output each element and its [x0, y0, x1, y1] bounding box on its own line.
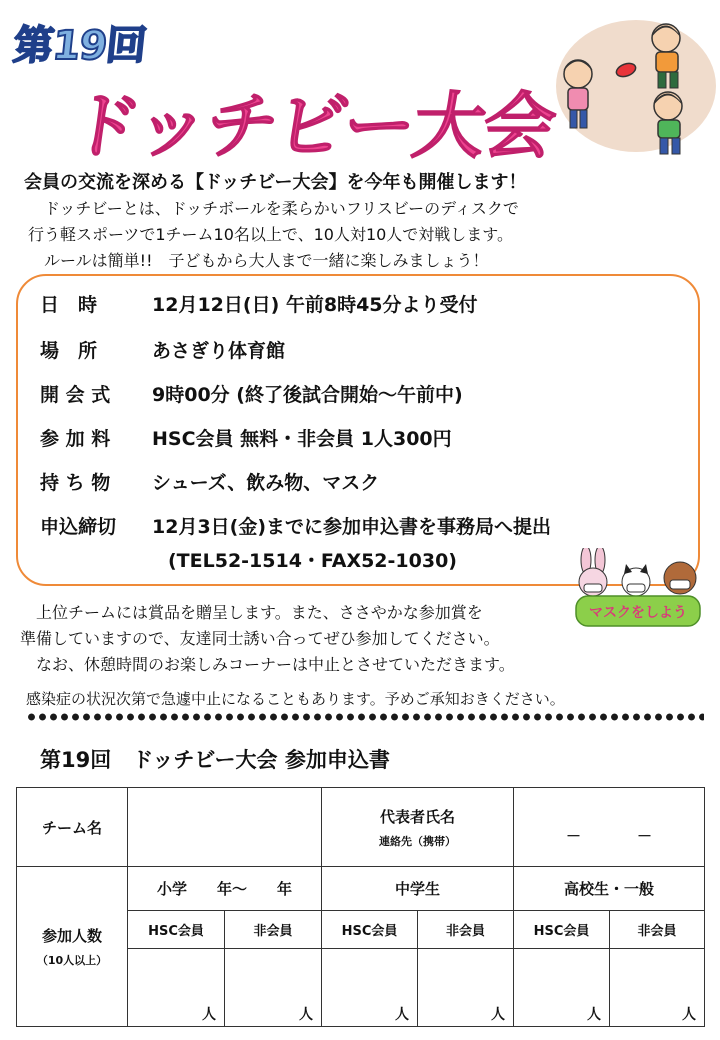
event-title: ドッチビー大会 [63, 84, 560, 168]
info-deadline-value: 12月3日(金)までに参加申込書を事務局へ提出 [152, 516, 552, 538]
general-nonmember-count-field[interactable] [610, 949, 705, 1027]
team-name-field[interactable] [128, 788, 322, 867]
form-title: 第19回 ドッチビー大会 参加申込書 [40, 748, 390, 772]
lead-text: 会員の交流を深める【ドッチビー大会】を今年も開催します！ [24, 172, 527, 193]
mask-sign-text: マスクをしよう [589, 605, 687, 621]
participant-count-label-cell [17, 867, 128, 1027]
team-name-label: チーム名 [17, 788, 128, 867]
info-place-label: 場 所 [40, 340, 98, 362]
contact-phone-label: 連絡先（携帯） [379, 834, 456, 848]
mask-animals-illustration [572, 548, 704, 630]
info-date-value: 12月12日(日) 午前8時45分より受付 [152, 294, 478, 316]
unit-label: 人 [395, 1007, 409, 1023]
general-nonmember-header: 非会員 [610, 911, 705, 949]
kids-playing-illustration [548, 8, 716, 158]
note-line-1: 上位チームには賞品を贈呈します。また、ささやかな参加賞を [20, 603, 483, 622]
info-place [40, 336, 285, 363]
junior-high-member-header: HSC会員 [322, 911, 418, 949]
info-date-label: 日 時 [40, 294, 98, 316]
contact-numbers: (TEL52-1514・FAX52-1030) [168, 550, 457, 572]
representative-label: 代表者氏名 [379, 807, 455, 826]
representative-field[interactable] [514, 788, 705, 867]
intro-line-3: ルールは簡単!! 子どもから大人まで一緒に楽しみましょう！ [28, 251, 489, 270]
junior-high-nonmember-count-field[interactable] [418, 949, 514, 1027]
elementary-member-count-field[interactable] [128, 949, 225, 1027]
info-fee-value: HSC会員 無料・非会員 1人300円 [152, 428, 452, 450]
info-place-value: あさぎり体育館 [152, 340, 286, 362]
info-bring-label: 持 ち 物 [40, 472, 111, 494]
info-bring-value: シューズ、飲み物、マスク [152, 472, 380, 494]
participant-minimum-label: （10人以上） [36, 954, 108, 967]
unit-label: 人 [299, 1007, 313, 1023]
note-line-2: 準備していますので、友達同士誘い合ってぜひ参加してください。 [20, 629, 500, 648]
junior-high-member-count-field[interactable] [322, 949, 418, 1027]
info-fee-label: 参 加 料 [40, 428, 111, 450]
elementary-nonmember-count-field[interactable] [225, 949, 322, 1027]
intro-line-1: ドッチビーとは、ドッチボールを柔らかいフリスビーのディスクで [28, 199, 519, 218]
group-junior-high-header: 中学生 [322, 867, 514, 911]
elementary-member-header: HSC会員 [128, 911, 225, 949]
note-line-3: なお、休憩時間のお楽しみコーナーは中止とさせていただきます。 [20, 655, 515, 674]
info-opening [40, 380, 463, 407]
phone-dash-1: － [565, 826, 581, 845]
info-date [40, 290, 478, 317]
info-opening-value: 9時00分 (終了後試合開始～午前中) [152, 384, 463, 406]
phone-dash-2: － [637, 826, 653, 845]
edition-label: 第19回 [11, 23, 148, 69]
info-deadline-label: 申込締切 [40, 516, 117, 538]
junior-high-nonmember-header: 非会員 [418, 911, 514, 949]
general-member-header: HSC会員 [514, 911, 610, 949]
general-member-count-field[interactable] [514, 949, 610, 1027]
intro-line-2: 行う軽スポーツで1チーム10名以上で、10人対10人で対戦します。 [28, 225, 514, 244]
dotted-cut-line [26, 712, 704, 722]
elementary-nonmember-header: 非会員 [225, 911, 322, 949]
group-high-school-general-header: 高校生・一般 [514, 867, 705, 911]
covid-warning: 感染症の状況次第で急遽中止になることもあります。予めご承知おきください。 [26, 690, 565, 708]
unit-label: 人 [491, 1007, 505, 1023]
info-fee [40, 424, 452, 451]
group-elementary-header: 小学 年～ 年 [128, 867, 322, 911]
info-deadline [40, 512, 551, 539]
application-form-table [16, 787, 705, 1027]
participant-count-label: 参加人数 [41, 927, 102, 945]
representative-label-cell [322, 788, 514, 867]
unit-label: 人 [682, 1007, 696, 1023]
info-bring [40, 468, 379, 495]
unit-label: 人 [587, 1007, 601, 1023]
unit-label: 人 [202, 1007, 216, 1023]
info-opening-label: 開 会 式 [40, 384, 111, 406]
